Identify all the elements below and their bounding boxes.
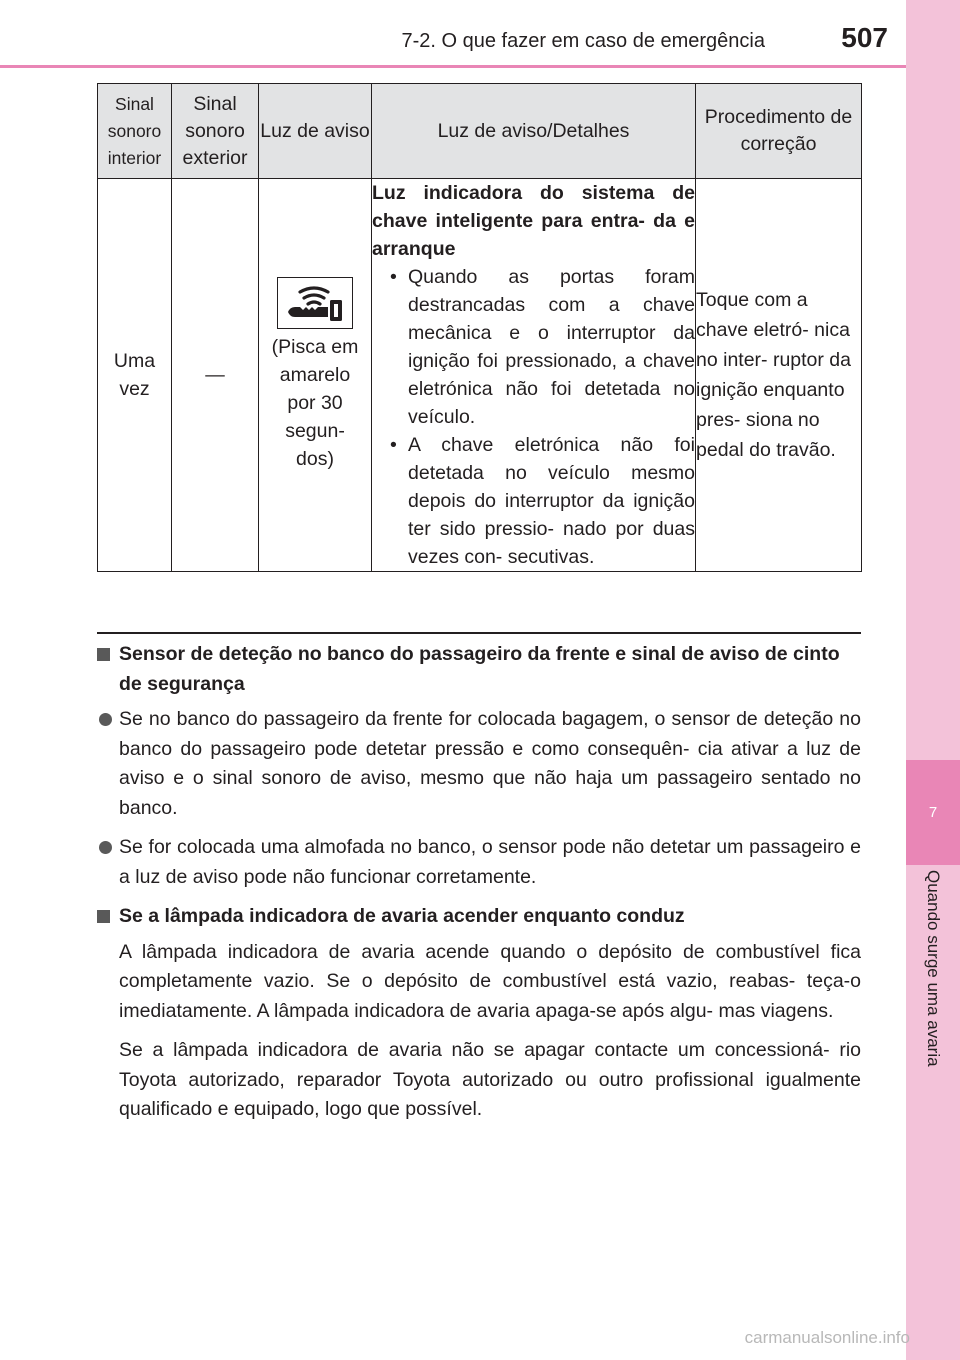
chapter-number-tab[interactable]: 7 <box>906 760 960 865</box>
chapter-sidebar <box>906 0 960 1360</box>
warning-table <box>97 83 862 572</box>
details-title: Luz indicadora do sistema de chave inteligente para entra- da e arranque <box>372 182 695 260</box>
header-interior-buzzer: Sinal sonoro interior <box>98 84 172 179</box>
warning-light-note: (Pisca em amarelo por 30 segun- dos) <box>271 336 359 470</box>
watermark[interactable]: carmanualsonline.info <box>744 1328 910 1347</box>
header-exterior-buzzer: Sinal sonoro exterior <box>172 84 259 179</box>
square-bullet-icon <box>97 648 110 661</box>
table-row <box>98 179 862 572</box>
section-heading-seat-sensor <box>97 640 861 699</box>
header-warning-light: Luz de aviso <box>259 84 372 179</box>
list-item <box>97 705 861 823</box>
bullet-text: Se for colocada uma almofada no banco, o sensor pode não detetar um passageiro e a luz de aviso pode não funcionar corretamente. <box>119 836 861 888</box>
paragraph: A lâmpada indicadora de avaria acende quando o depósito de combustível fica completamente vazio. Se o depósito de combustível está vazio, reabas- teça-o imediatamente. A lâmpada indicadora de avaria apaga-se após algu- mas viagens. <box>119 940 861 1022</box>
header-procedure: Procedimento de correção <box>696 84 862 179</box>
round-bullet-icon <box>99 713 112 726</box>
smart-key-indicator-icon <box>277 277 353 329</box>
list-item <box>97 833 861 892</box>
details-list <box>372 263 695 571</box>
section-divider <box>97 632 861 634</box>
heading-text: Sensor de deteção no banco do passageiro da frente e sinal de aviso de cinto de segurança <box>119 643 840 695</box>
heading-text: Se a lâmpada indicadora de avaria acender enquanto conduz <box>119 905 685 927</box>
header-details: Luz de aviso/Detalhes <box>372 84 696 179</box>
body-text <box>97 640 861 1135</box>
cell-procedure: Toque com a chave eletró- nica no inter- ruptor da ignição enquanto pres- siona no pedal do travão. <box>696 179 862 572</box>
list-item: • Quando as portas foram destrancadas com a chave mecânica e o interruptor da ignição foi pressionado, a chave eletrónica não foi detetada no veículo. <box>408 263 695 431</box>
bullet-text: Se no banco do passageiro da frente for colocada bagagem, o sensor de deteção no banco do passageiro pode detetar pressão e como consequên- cia ativar a luz de aviso e o sinal sonoro de aviso, mesmo que não haja um passageiro sentado no banco. <box>119 708 861 819</box>
cell-exterior: — <box>172 179 259 572</box>
cell-interior: Uma vez <box>98 179 172 572</box>
round-bullet-icon <box>99 841 112 854</box>
chapter-title: Quando surge uma avaria <box>924 870 943 1067</box>
section-heading-malfunction-lamp <box>97 902 861 932</box>
list-item: • A chave eletrónica não foi detetada no veículo mesmo depois do interruptor da ignição ter sido pressio- nado por duas vezes con- secutivas. <box>408 431 695 571</box>
section-title: 7-2. O que fazer em caso de emergência <box>401 30 765 52</box>
paragraph: Se a lâmpada indicadora de avaria não se apagar contacte um concessioná- rio Toyota autorizado, reparador Toyota autorizado ou outro profissional igualmente qualificado e equipado, logo que possível. <box>119 1039 861 1120</box>
page-number: 507 <box>841 22 888 53</box>
table-header-row <box>98 84 862 179</box>
cell-details <box>372 179 696 572</box>
cell-warning-light <box>259 179 372 572</box>
square-bullet-icon <box>97 910 110 923</box>
header-rule <box>0 65 906 68</box>
